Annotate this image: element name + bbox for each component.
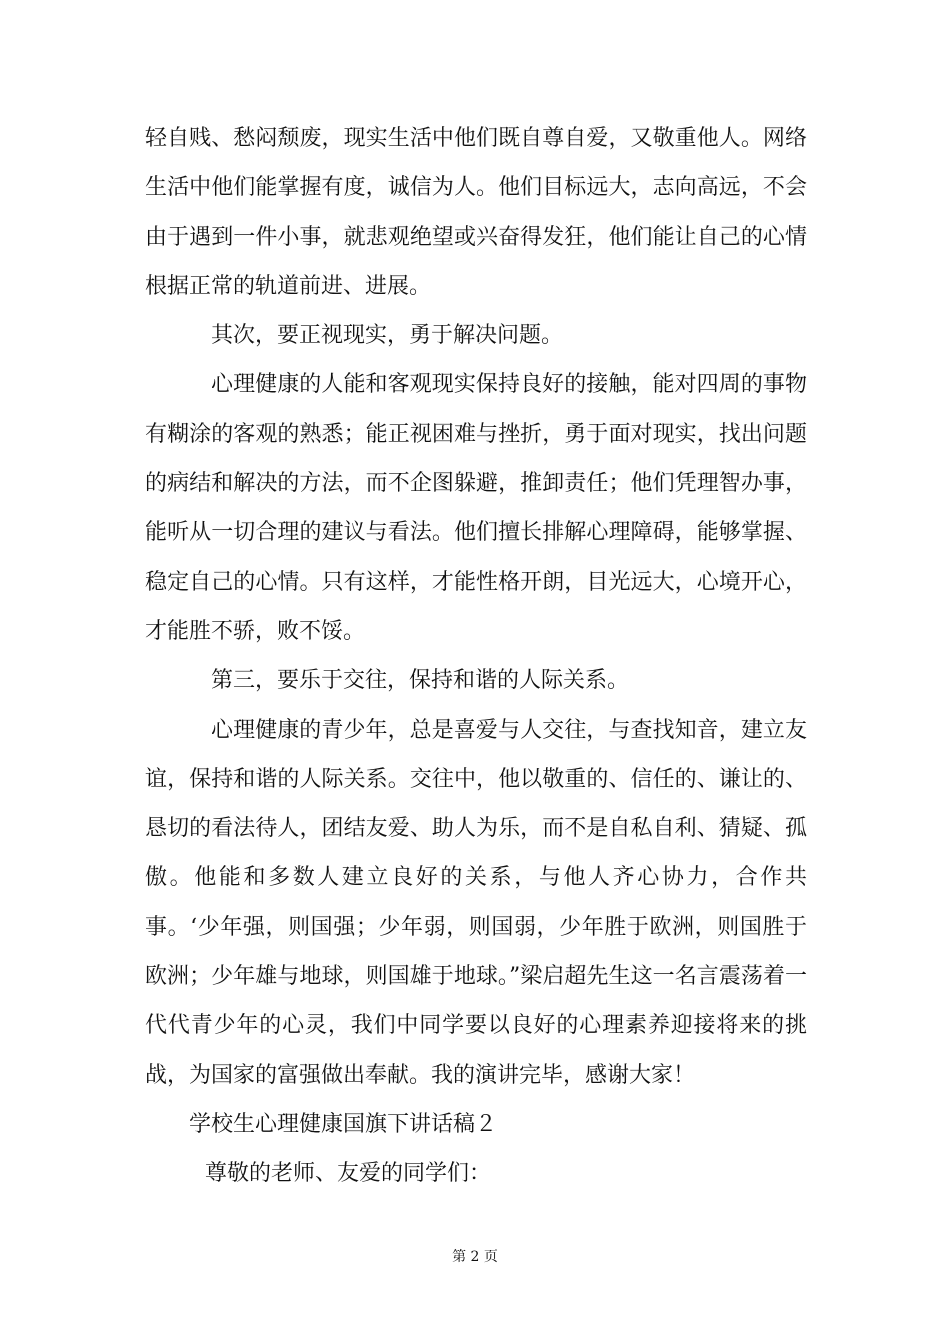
paragraph-continuation: 轻自贱、愁闷颓废，现实生活中他们既自尊自爱，又敬重他人。网络生活中他们能掌握有度，诚信为人。他们目标远大，志向高远，不会由于遇到一件小事，就悲观绝望或兴奋得发狂，他们能让自己的心情根据正常的轨道前进、进展。 xyxy=(145,126,807,299)
paragraph-point-three: 第三，要乐于交往，保持和谐的人际关系。 xyxy=(211,668,630,694)
section-title: 学校生心理健康国旗下讲话稿２ xyxy=(189,1111,498,1137)
page-number: 第 2 页 xyxy=(452,1249,498,1265)
paragraph-point-two: 其次，要正视现实，勇于解决问题。 xyxy=(211,323,564,349)
salutation: 尊敬的老师、友爱的同学们： xyxy=(205,1161,492,1187)
paragraph-relationships: 心理健康的青少年，总是喜爱与人交往，与查找知音，建立友谊，保持和谐的人际关系。交往中，他以敬重的、信任的、谦让的、恳切的看法待人，团结友爱、助人为乐，而不是自私自利、猜疑、孤傲。他能和多数人建立良好的关系，与他人齐心协力，合作共事。‘少年强，则国强；少年弱，则国弱，少年胜于欧洲，则国胜于欧洲；少年雄与地球，则国雄于地球。”梁启超先生这一名言震荡着一代代青少年的心灵，我们中同学要以良好的心理素养迎接将来的挑战，为国家的富强做出奉献。我的演讲完毕，感谢大家！ xyxy=(145,717,807,1088)
paragraph-reality: 心理健康的人能和客观现实保持良好的接触，能对四周的事物有糊涂的客观的熟悉；能正视困难与挫折，勇于面对现实，找出问题的病结和解决的方法，而不企图躲避，推卸责任；他们凭理智办事，能听从一切合理的建议与看法。他们擅长排解心理障碍，能够掌握、稳定自己的心情。只有这样，才能性格开朗，目光远大，心境开心，才能胜不骄，败不馁。 xyxy=(145,372,807,644)
document-body xyxy=(145,114,807,1199)
